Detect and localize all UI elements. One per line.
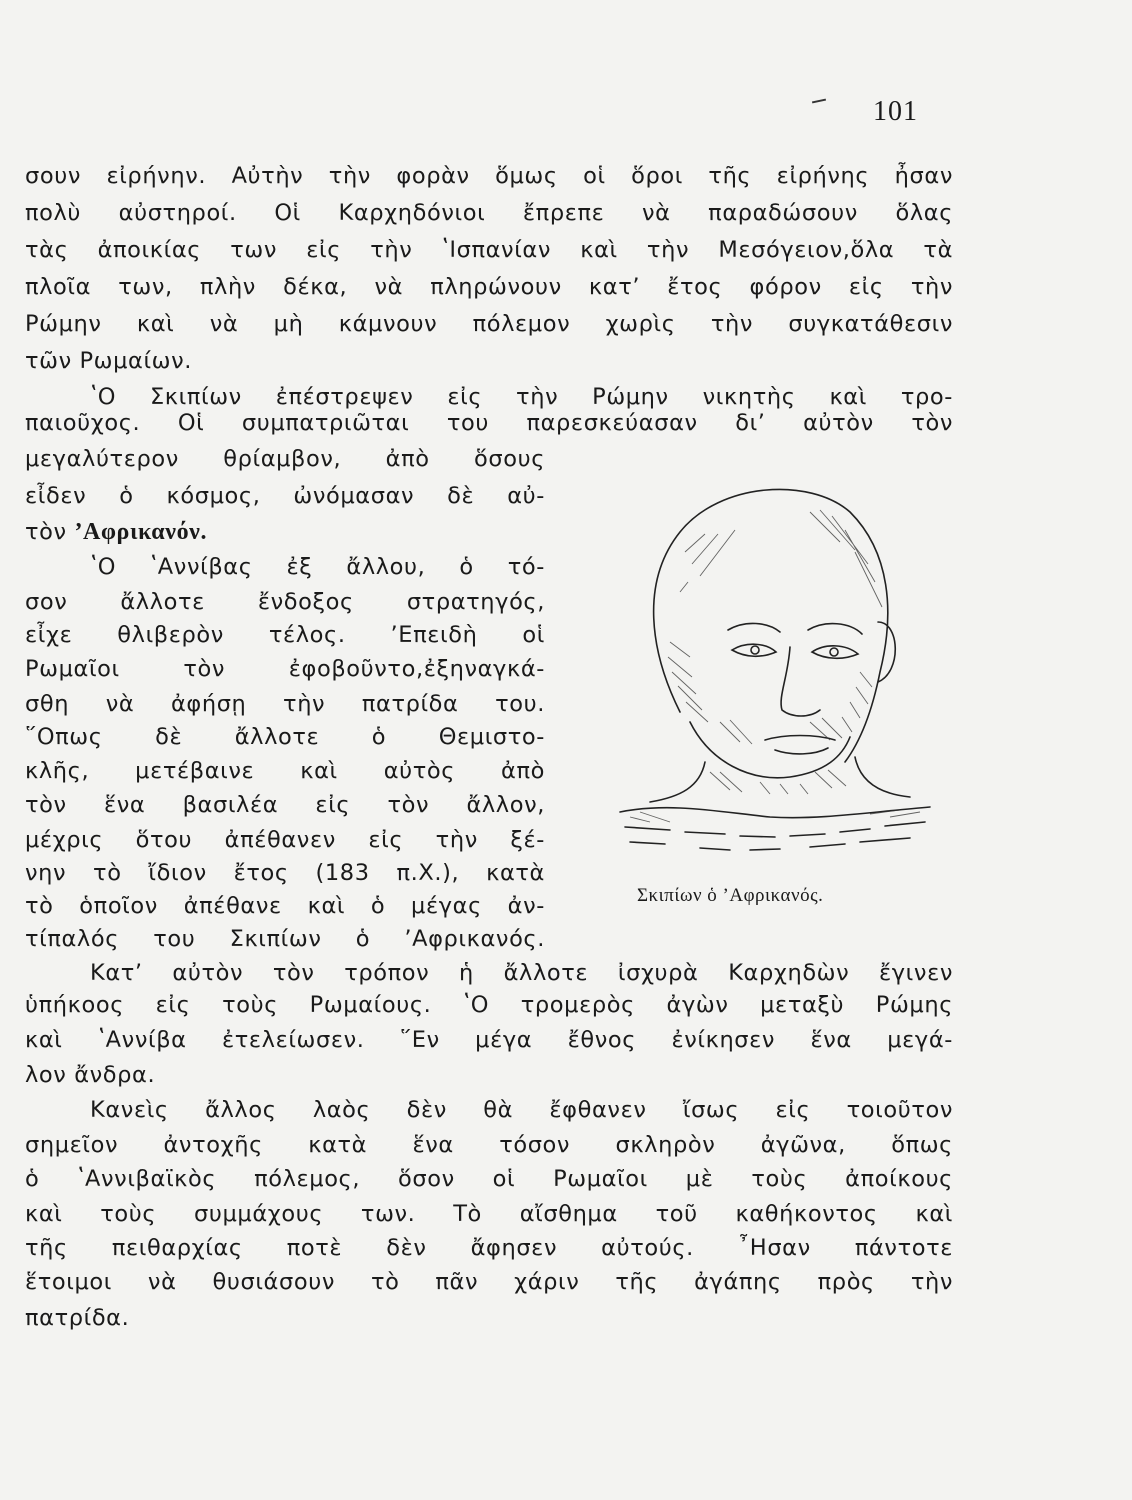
text-line: λον ἄνδρα. (25, 1062, 156, 1088)
text-line: σον ἄλλοτε ἔνδοξος στρατηγός, (25, 589, 545, 615)
text-line: κλῆς, μετέβαινε καὶ αὐτὸς ἀπὸ (25, 758, 545, 784)
text-line: τίπαλός του Σκιπίων ὁ ’Αφρικανός. (25, 926, 545, 952)
text-line: εἶδεν ὁ κόσμος, ὠνόμασαν δὲ αὐ- (25, 483, 545, 509)
text-line: ῞Οπως δὲ ἄλλοτε ὁ Θεμιστο- (25, 724, 545, 750)
text-line: σουν εἰρήνην. Αὐτὴν τὴν φορὰν ὅμως οἱ ὅροι τῆς εἰρήνης ἦσαν (25, 163, 953, 189)
margin-mark (812, 99, 826, 104)
text-line: τὰς ἀποικίας των εἰς τὴν ʽΙσπανίαν καὶ τὴν Μεσόγειον,ὅλα τὰ (25, 237, 953, 263)
text-line: τῆς πειθαρχίας ποτὲ δὲν ἄφησεν αὐτούς. ῏Ησαν πάντοτε (25, 1235, 953, 1261)
text-line: ʽΟ Σκιπίων ἐπέστρεψεν εἰς τὴν Ρώμην νικητὴς καὶ τρο- (90, 384, 953, 410)
text-line: Ρώμην καὶ νὰ μὴ κάμνουν πόλεμον χωρὶς τὴν συγκατάθεσιν (25, 311, 953, 337)
text-line: πολὺ αὐστηροί. Οἱ Καρχηδόνιοι ἔπρεπε νὰ παραδώσουν ὅλας (25, 200, 953, 226)
portrait-figure (610, 472, 940, 872)
text-line: τὸν ἕνα βασιλέα εἰς τὸν ἄλλον, (25, 792, 545, 818)
text-line: ὁ ʽΑννιβαϊκὸς πόλεμος, ὅσον οἱ Ρωμαῖοι μὲ τοὺς ἀποίκους (25, 1166, 953, 1192)
text-line: σθη νὰ ἀφήσῃ τὴν πατρίδα του. (25, 691, 545, 717)
text-line: Ρωμαῖοι τὸν ἐφοβοῦντο,ἐξηναγκά- (25, 656, 545, 682)
text-line: μεγαλύτερον θρίαμβον, ἀπὸ ὅσους (25, 446, 545, 472)
text-line: μέχρις ὅτου ἀπέθανεν εἰς τὴν ξέ- (25, 827, 545, 853)
text-line: Κατ’ αὐτὸν τὸν τρόπον ἡ ἄλλοτε ἰσχυρὰ Καρχηδὼν ἔγινεν (90, 960, 953, 986)
text-line: καὶ τοὺς συμμάχους των. Τὸ αἴσθημα τοῦ καθήκοντος καὶ (25, 1201, 953, 1227)
text-line: τὸν ’Αφρικανόν. (25, 519, 208, 545)
text-line: σημεῖον ἀντοχῆς κατὰ ἕνα τόσον σκληρὸν ἀγῶνα, ὅπως (25, 1132, 953, 1158)
text-line: πλοῖα των, πλὴν δέκα, νὰ πληρώνουν κατ’ ἔτος φόρον εἰς τὴν (25, 274, 953, 300)
text-line: νην τὸ ἴδιον ἔτος (183 π.Χ.), κατὰ (25, 860, 545, 886)
text-line: ὑπήκοος εἰς τοὺς Ρωμαίους. ʽΟ τρομερὸς ἀγὼν μεταξὺ Ρώμης (25, 992, 953, 1018)
text-line: τὸ ὁποῖον ἀπέθανε καὶ ὁ μέγας ἀν- (25, 893, 545, 919)
page-number: 101 (873, 96, 918, 127)
scipio-portrait-engraving (610, 472, 940, 872)
text-line: καὶ ʽΑννίβα ἐτελείωσεν. ῞Εν μέγα ἔθνος ἐνίκησεν ἕνα μεγά- (25, 1027, 953, 1053)
text-line: Κανεὶς ἄλλος λαὸς δὲν θὰ ἔφθανεν ἴσως εἰς τοιοῦτον (90, 1097, 953, 1123)
bold-word: ’Αφρικανόν. (74, 519, 208, 545)
text-line: παιοῦχος. Οἱ συμπατριῶται του παρεσκεύασαν δι’ αὐτὸν τὸν (25, 410, 953, 436)
text-line: πατρίδα. (25, 1305, 130, 1331)
text-line: ἕτοιμοι νὰ θυσιάσουν τὸ πᾶν χάριν τῆς ἀγάπης πρὸς τὴν (25, 1269, 953, 1295)
text-line: εἶχε θλιβερὸν τέλος. ’Επειδὴ οἱ (25, 622, 545, 648)
text-line: ʽΟ ʽΑννίβας ἐξ ἄλλου, ὁ τό- (90, 554, 545, 580)
text-line: τῶν Ρωμαίων. (25, 348, 193, 374)
figure-caption: Σκιπίων ὁ ’Αφρικανός. (637, 885, 824, 906)
